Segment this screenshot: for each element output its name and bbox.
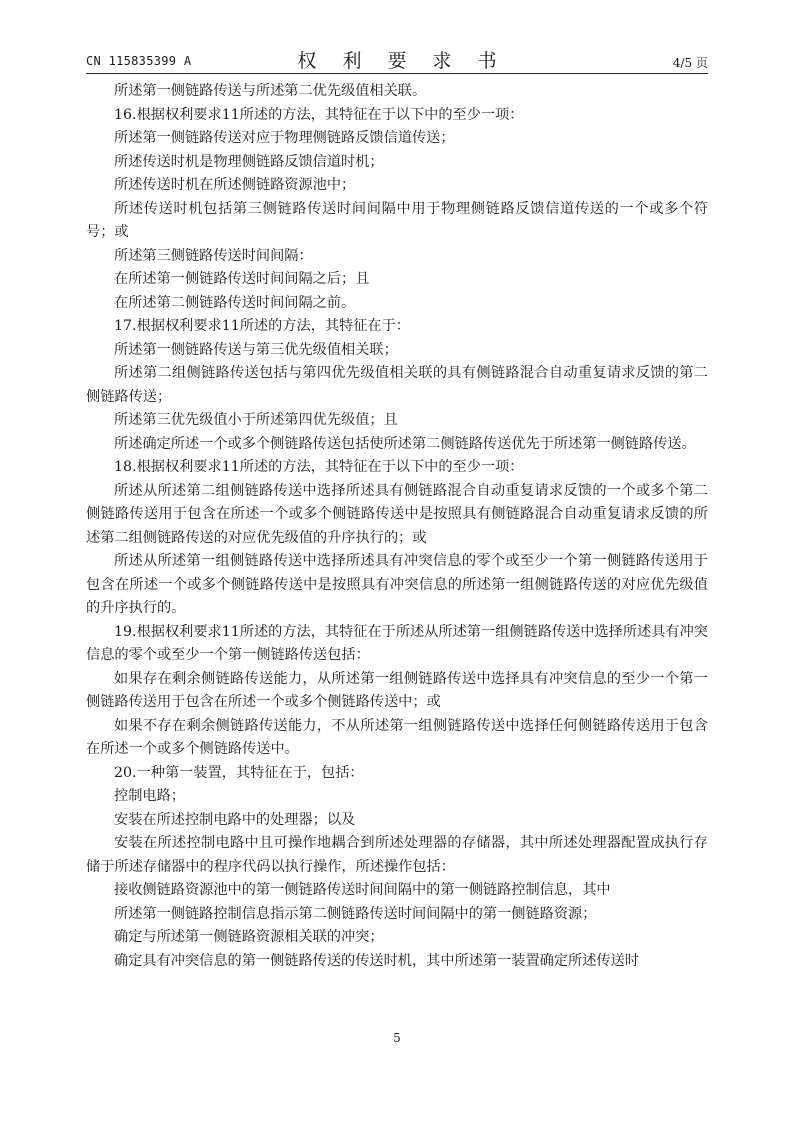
header-divider — [86, 73, 708, 74]
claim-paragraph: 确定具有冲突信息的第一侧链路传送的传送时机，其中所述第一装置确定所述传送时 — [114, 952, 639, 969]
page-indicator: 4/5 页 — [672, 56, 708, 70]
page-number: 5 — [393, 1031, 401, 1045]
publication-number: CN 115835399 A — [86, 54, 192, 68]
claim-paragraph: 所述传送时机在所述侧链路资源池中； — [114, 177, 356, 193]
claim-paragraph: 所述从所述第二组侧链路传送中选择所述具有侧链路混合自动重复请求反馈的一个或多个第二侧链路传送用于包含在所述一个或多个侧链路传送中是按照具有侧链路混合自动重复请求反馈的所述第二组侧链路传送的对应优先级值的升序执行的；或 — [86, 482, 708, 546]
claim-paragraph: 所述第一侧链路传送与第三优先级值相关联； — [114, 341, 398, 358]
claim-paragraph: 控制电路； — [114, 788, 185, 804]
claim-paragraph: 20.一种第一装置，其特征在于，包括： — [114, 764, 364, 781]
claim-paragraph: 安装在所述控制电路中的处理器；以及 — [114, 811, 356, 828]
claim-paragraph: 所述第一侧链路传送与所述第二优先级值相关联。 — [114, 83, 427, 99]
claim-paragraph: 18.根据权利要求11所述的方法，其特征在于以下中的至少一项： — [114, 459, 524, 475]
claim-paragraph: 19.根据权利要求11所述的方法，其特征在于所述从所述第一组侧链路传送中选择所述具有冲突信息的零个或至少一个第一侧链路传送包括： — [86, 623, 708, 663]
claim-paragraph: 接收侧链路资源池中的第一侧链路传送时间间隔中的第一侧链路控制信息，其中 — [114, 882, 611, 898]
claim-paragraph: 确定与所述第一侧链路资源相关联的冲突； — [114, 929, 384, 945]
claim-paragraph: 在所述第二侧链路传送时间间隔之前。 — [114, 294, 356, 311]
claim-paragraph: 所述从所述第一组侧链路传送中选择所述具有冲突信息的零个或至少一个第一侧链路传送用于包含在所述一个或多个侧链路传送中是按照具有冲突信息的所述第一组侧链路传送的对应优先级值的升序执行的。 — [86, 553, 708, 616]
claim-paragraph: 在所述第一侧链路传送时间间隔之后；且 — [114, 271, 370, 287]
claim-paragraph: 所述传送时机包括第三侧链路传送时间间隔中用于物理侧链路反馈信道传送的一个或多个符号；或 — [86, 200, 708, 240]
claim-paragraph: 所述第一侧链路传送对应于物理侧链路反馈信道传送； — [114, 130, 455, 146]
claim-paragraph: 所述第三优先级值小于所述第四优先级值；且 — [114, 412, 398, 428]
claim-paragraph: 所述传送时机是物理侧链路反馈信道时机； — [114, 153, 384, 170]
claim-paragraph: 如果不存在剩余侧链路传送能力，不从所述第一组侧链路传送中选择任何侧链路传送用于包含在所述一个或多个侧链路传送中。 — [86, 717, 708, 757]
claim-paragraph: 16.根据权利要求11所述的方法，其特征在于以下中的至少一项： — [114, 106, 524, 123]
page-header — [86, 46, 708, 72]
document-title: 权 利 要 求 书 — [297, 50, 507, 72]
claim-paragraph: 如果存在剩余侧链路传送能力，从所述第一组侧链路传送中选择具有冲突信息的至少一个第一侧链路传送用于包含在所述一个或多个侧链路传送中；或 — [86, 670, 708, 710]
claim-paragraph: 所述第三侧链路传送时间间隔： — [114, 247, 313, 264]
claims-body — [86, 80, 708, 973]
claim-paragraph: 所述第一侧链路控制信息指示第二侧链路传送时间间隔中的第一侧链路资源； — [114, 905, 597, 922]
claim-paragraph: 所述确定所述一个或多个侧链路传送包括使所述第二侧链路传送优先于所述第一侧链路传送。 — [114, 435, 696, 452]
claim-paragraph: 17.根据权利要求11所述的方法，其特征在于： — [114, 318, 410, 334]
claim-paragraph: 所述第二组侧链路传送包括与第四优先级值相关联的具有侧链路混合自动重复请求反馈的第二侧链路传送； — [86, 365, 708, 405]
claim-paragraph: 安装在所述控制电路中且可操作地耦合到所述处理器的存储器，其中所述处理器配置成执行存储于所述存储器中的程序代码以执行操作，所述操作包括： — [86, 835, 708, 875]
